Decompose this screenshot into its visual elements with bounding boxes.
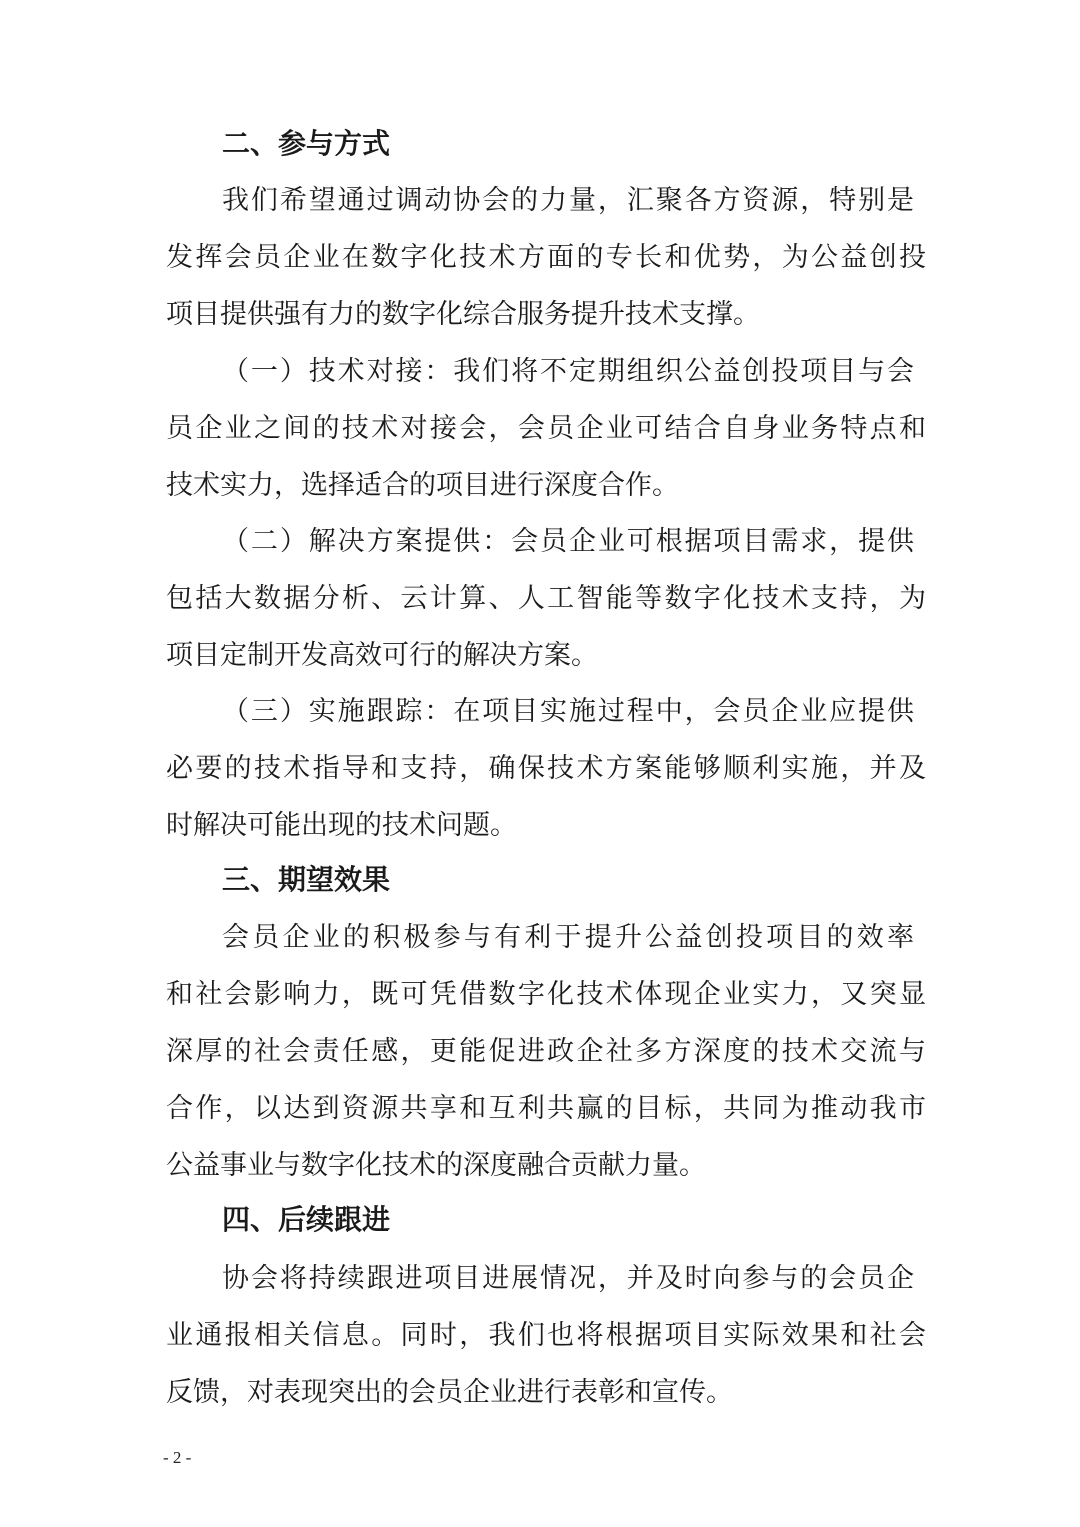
paragraph-line: 时解决可能出现的技术问题。: [166, 810, 517, 841]
paragraph-line: 会员企业的积极参与有利于提升公益创投项目的效率: [222, 922, 914, 953]
paragraph-line: 公益事业与数字化技术的深度融合贡献力量。: [166, 1150, 706, 1181]
page-number: - 2 -: [163, 1448, 192, 1467]
paragraph-line: 反馈，对表现突出的会员企业进行表彰和宣传。: [166, 1377, 733, 1408]
paragraph-line: 发挥会员企业在数字化技术方面的专长和优势，为公益创投: [166, 242, 926, 273]
paragraph-line: （二）解决方案提供：会员企业可根据项目需求，提供: [222, 526, 914, 557]
paragraph-line: 员企业之间的技术对接会，会员企业可结合自身业务特点和: [166, 413, 926, 444]
paragraph-line: （一）技术对接：我们将不定期组织公益创投项目与会: [222, 356, 914, 387]
paragraph-line: （三）实施跟踪：在项目实施过程中，会员企业应提供: [222, 696, 914, 727]
paragraph-line: 项目提供强有力的数字化综合服务提升技术支撑。: [166, 299, 760, 330]
section-heading-expected-effect: 三、期望效果: [222, 863, 391, 896]
paragraph-line: 深厚的社会责任感，更能促进政企社多方深度的技术交流与: [166, 1036, 926, 1067]
paragraph-line: 合作，以达到资源共享和互利共赢的目标，共同为推动我市: [166, 1093, 926, 1124]
paragraph-line: 我们希望通过调动协会的力量，汇聚各方资源，特别是: [222, 185, 914, 216]
paragraph-line: 技术实力，选择适合的项目进行深度合作。: [166, 470, 679, 501]
paragraph-line: 包括大数据分析、云计算、人工智能等数字化技术支持，为: [166, 583, 926, 614]
section-heading-follow-up: 四、后续跟进: [222, 1203, 391, 1236]
paragraph-line: 必要的技术指导和支持，确保技术方案能够顺利实施，并及: [166, 753, 926, 784]
section-heading-participation: 二、参与方式: [222, 127, 391, 160]
paragraph-line: 和社会影响力，既可凭借数字化技术体现企业实力，又突显: [166, 979, 926, 1010]
paragraph-line: 业通报相关信息。同时，我们也将根据项目实际效果和社会: [166, 1320, 926, 1351]
paragraph-line: 协会将持续跟进项目进展情况，并及时向参与的会员企: [222, 1263, 914, 1294]
paragraph-line: 项目定制开发高效可行的解决方案。: [166, 640, 598, 671]
